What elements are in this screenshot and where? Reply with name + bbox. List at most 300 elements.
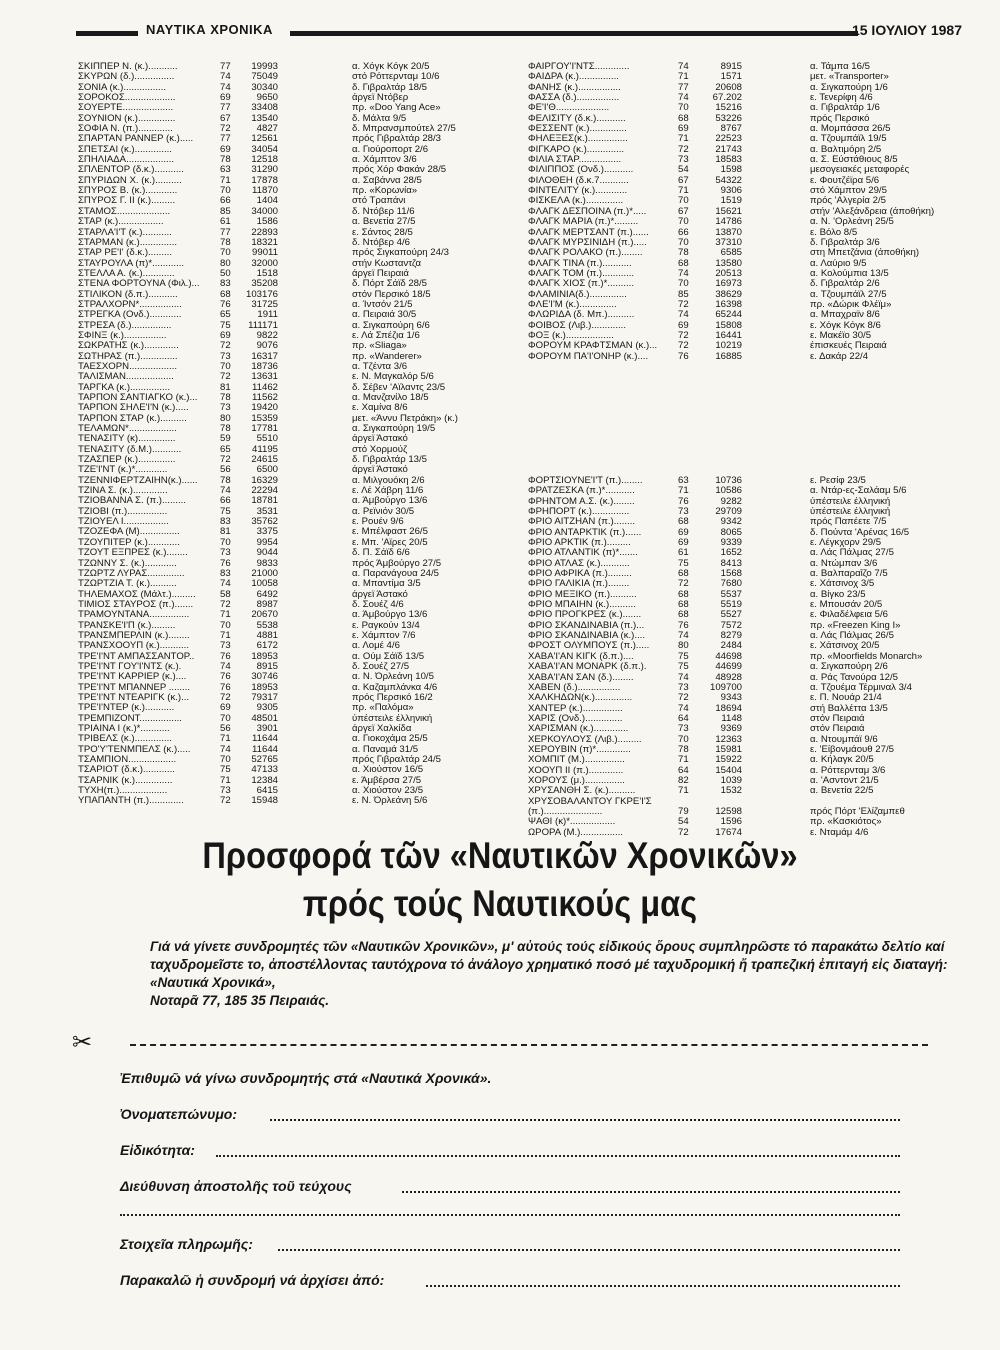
ship-dwt: 9954 [256, 537, 278, 548]
ship-year: 72 [678, 144, 689, 155]
ship-name: ΦΙΓΚΑΡΟ (κ.).............. [528, 144, 625, 155]
payment-blank[interactable] [278, 1249, 900, 1251]
ship-name: ΤΡΕ'Ι'ΝΤΕΡ (κ.)........... [78, 703, 175, 714]
ship-name: ΤΡΕ'Ι'ΝΤ ΜΠΑΝΝΕΡ ........ [78, 682, 191, 693]
ship-position: πρός Περσικό 16/2 [352, 692, 433, 703]
ship-row [78, 383, 498, 393]
ship-row [78, 631, 498, 641]
ship-name: ΤΕΝΑΣΙΤΥ (κ).............. [78, 434, 176, 445]
payment-field[interactable] [120, 1236, 900, 1252]
ship-row [528, 486, 968, 496]
ship-name: ΦΡΙΟ ΜΠΑΙΗΝ (κ.).......... [528, 600, 636, 611]
ship-dwt: 12598 [715, 806, 742, 817]
ship-year: 83 [220, 279, 231, 290]
ship-position: α. Τζέντα 3/6 [352, 361, 408, 372]
ship-year: 76 [220, 651, 231, 662]
ship-name: ΦΛΑΓΚ ΜΑΡΙΑ (π.)*......... [528, 217, 639, 228]
ship-dwt: 111171 [248, 320, 278, 331]
ship-dwt: 5538 [256, 620, 278, 631]
ship-row [528, 238, 968, 248]
specialty-field[interactable] [120, 1142, 900, 1158]
ship-position: α. Πειραιά 30/5 [352, 310, 417, 321]
ship-position: ε. Φουτζέϊρα 5/6 [810, 175, 880, 186]
ship-name: ΤΣΑΡΝΙΚ (κ.).............. [78, 775, 173, 786]
ship-dwt: 9342 [720, 517, 742, 528]
ship-position: δ. Γιβραλτάρ 18/5 [352, 82, 427, 93]
ship-position: α. Βαλπαραΐζο 7/5 [810, 569, 888, 580]
ship-year: 85 [220, 206, 231, 217]
ship-name: ΤΕΝΑΣΙΤΥ (δ.Μ.)........... [78, 444, 182, 455]
ship-year: 85 [678, 289, 689, 300]
ship-row [78, 155, 498, 165]
ship-dwt: 109700 [709, 682, 742, 693]
ship-position: ε. Ν. Όρλεάνη 5/6 [352, 796, 428, 807]
ship-row [528, 817, 968, 827]
address-field-line2[interactable] [120, 1212, 900, 1228]
ship-dwt: 15216 [715, 103, 742, 114]
ship-row [78, 734, 498, 744]
ship-row [528, 600, 968, 610]
ship-dwt: 21743 [715, 144, 742, 155]
ship-year: 73 [220, 403, 231, 414]
ship-row [78, 476, 498, 486]
ship-name: ΦΙΛΙΠΠΟΣ (Ονδ.)........... [528, 165, 634, 176]
ship-row [78, 641, 498, 651]
ship-name: ΤΡΕ'Ι'ΝΤ ΝΤΕΑΡΙΓΚ (κ.)... [78, 692, 190, 703]
ship-dwt: 19420 [251, 403, 278, 414]
ship-year: 72 [220, 796, 231, 807]
ship-name: ΤΡΕ'Ι'ΝΤ ΑΜΠΑΣΣΑΝΤΟΡ.. [78, 651, 195, 662]
ship-position: στόν Πειραιά [810, 724, 865, 735]
ship-dwt: 6172 [256, 641, 278, 652]
ship-name: ΣΤΑΡ (κ.)................. [78, 217, 164, 228]
ship-name: ΤΡΙΑΙΝΑ Ι (κ.)*........... [78, 724, 170, 734]
ship-year: 63 [678, 475, 689, 486]
ship-name: ΣΩΚΡΑΤΗΣ (κ.)............. [78, 341, 179, 352]
ship-dwt: 5537 [720, 589, 742, 600]
ship-position: α. Τζουέμα Τέρμιναλ 3/4 [810, 682, 912, 693]
ship-position: α. Χιούστον 16/5 [352, 765, 424, 776]
ship-name: ΦΡΙΟ ΣΚΑΝΔΙΝΑΒΙΑ (κ.).... [528, 631, 646, 642]
ship-dwt: 8987 [256, 599, 278, 610]
ship-name: ΦΛΩΡΙΔΑ (δ. Μπ.).......... [528, 310, 635, 321]
ship-name: ΧΑΒΕΝ (δ.)................ [528, 682, 621, 693]
ship-position: μετ. «Transporter» [810, 72, 889, 83]
ship-name: ΩΡΟΡΑ (Μ.)................ [528, 827, 623, 838]
ship-row [78, 610, 498, 620]
ship-position: έπισκευές Πειραιά [810, 341, 887, 352]
ship-year: 80 [678, 641, 689, 652]
ship-dwt: 12363 [715, 734, 742, 745]
start-date-blank[interactable] [426, 1285, 900, 1287]
ship-name: ΧΑΝΤΕΡ (κ.)............... [528, 703, 623, 714]
ship-dwt: 18583 [715, 155, 742, 166]
ship-name: ΣΚΙΠΠΕΡ Ν. (κ.)........... [78, 62, 178, 72]
ship-name: ΣΟΥΕΡΤΕ................... [78, 103, 174, 114]
ship-row [78, 672, 498, 682]
ship-row [528, 279, 968, 289]
ship-row [528, 662, 968, 672]
ship-name: ΦΟΙΒΟΣ (Λιβ.)............. [528, 320, 627, 331]
ship-row [528, 134, 968, 144]
ship-position: α. Ν. 'Ορλεάνη 25/5 [810, 217, 894, 228]
ship-position: α. Ρεϊνιόν 30/5 [352, 506, 415, 517]
ship-year: 75 [678, 651, 689, 662]
ship-year: 72 [678, 579, 689, 590]
address-blank-2[interactable] [120, 1214, 900, 1216]
ship-position: πρ. «Sliaga» [352, 341, 407, 352]
ship-row [528, 559, 968, 569]
ship-year: 71 [678, 72, 689, 83]
ship-row [78, 455, 498, 465]
ship-year: 69 [678, 538, 689, 549]
ship-position: πρ. «Doo Yang Ace» [352, 103, 441, 114]
ship-year: 68 [678, 258, 689, 269]
ship-row [528, 259, 968, 269]
ship-row [528, 610, 968, 620]
ship-dwt: 10736 [715, 475, 742, 486]
ship-name: ΦΛΑΓΚ ΜΥΡΣΙΝΙΔΗ (π.)..... [528, 237, 647, 248]
ship-name: ΨΑΘΙ (κ)*................. [528, 817, 616, 828]
ship-year: 77 [220, 103, 231, 114]
ship-position: ε. Δακάρ 22/4 [810, 351, 869, 362]
ship-name: ΦΡΗΠΟΡΤ (κ.).............. [528, 507, 630, 517]
ship-dwt: 30746 [251, 672, 278, 683]
ship-name: ΧΑΛΚΗΔΩΝ(κ.).............. [528, 693, 633, 704]
ship-position: πρός Γιβραλτάρ 24/5 [352, 755, 442, 766]
ship-name: ΧΕΡΟΥΒΙΝ (π)*............. [528, 744, 631, 755]
ship-row [78, 486, 498, 496]
ship-name: ΣΤΕΝΑ ΦΟΡΤΟΥΝΑ (Φιλ.)... [78, 279, 200, 290]
ship-position: πρός Χόρ Φακάν 28/5 [352, 165, 447, 176]
ship-row [528, 83, 968, 93]
ship-year: 74 [678, 631, 689, 642]
ship-name: ΣΠΥΡΟΣ Β. (κ.)............ [78, 186, 178, 197]
ship-name: ΤΑΡΠΟΝ ΣΑΝΤΙΑΓΚΟ (κ.)... [78, 393, 198, 403]
ship-position: μετ. «Άννυ Πετράκη» (κ.) [352, 413, 458, 424]
ship-year: 75 [220, 320, 231, 331]
ship-row [528, 310, 968, 320]
ship-row [78, 538, 498, 548]
ship-year: 69 [678, 527, 689, 538]
ship-dwt: 30340 [251, 82, 278, 93]
name-field[interactable] [120, 1106, 900, 1122]
ship-dwt: 11562 [252, 393, 278, 403]
ship-dwt: 10219 [715, 341, 742, 352]
ship-name: ΦΛΕ'Ι'Μ (κ.).............. [528, 299, 617, 310]
ship-year: 70 [220, 755, 231, 766]
ship-row [78, 352, 498, 362]
ship-position: α. Κήλαγκ 20/5 [810, 755, 874, 766]
ship-row [528, 497, 968, 507]
ship-year: 73 [678, 155, 689, 166]
ship-name: ΣΤΑΡΛΑ'Ι'Τ (κ.)........... [78, 227, 172, 238]
ship-year: 68 [678, 113, 689, 124]
specialty-blank[interactable] [216, 1155, 900, 1157]
ship-dwt: 18781 [251, 496, 278, 507]
ship-position: στη Μπετζάνια (άποθήκη) [810, 248, 920, 259]
ship-name: ΤΑΡΠΟΝ ΣΤΑΡ (κ.).......... [78, 413, 187, 424]
ship-name: ΤΡΕΜΠΙΖΟΝΤ................ [78, 713, 182, 724]
ship-year: 59 [220, 434, 231, 445]
start-date-field[interactable] [120, 1272, 900, 1288]
ship-row [78, 259, 498, 269]
ship-row [528, 165, 968, 175]
ship-name: ΦΡΙΟ ΑΤΛΑΣ (κ.)........... [528, 558, 630, 569]
ship-year: 65 [220, 310, 231, 321]
ship-row [528, 621, 968, 631]
ship-dwt: 1518 [256, 268, 278, 279]
ship-year: 78 [220, 237, 231, 248]
ship-year: 66 [220, 496, 231, 507]
ship-position: ε. Φιλαδέλφεια 5/6 [810, 610, 889, 621]
ship-name: ΣΩΤΗΡΑΣ (π.).............. [78, 351, 178, 362]
ship-name: ΤΡΕ'Ι'ΝΤ ΚΑΡΡΙΕΡ (κ.).... [78, 672, 187, 683]
ship-name: ΣΤΑΥΡΟΥΛΑ (π)*............ [78, 258, 185, 269]
ship-position: άργεϊ Άστακό [352, 434, 408, 445]
ship-dwt: 16398 [715, 299, 742, 310]
ship-position: α. Σιγκαπούρη 19/5 [352, 424, 436, 435]
ship-year: 72 [220, 599, 231, 610]
ship-year: 74 [220, 72, 231, 83]
ship-year: 69 [678, 124, 689, 135]
ship-dwt: 29709 [715, 507, 742, 517]
ship-dwt: 53226 [715, 113, 742, 124]
ship-name: ΣΟΡΟΚΟΣ................... [78, 93, 176, 104]
ship-position: α. Κολούμπια 13/5 [810, 268, 889, 279]
ship-position: δ. Σουέζ 27/5 [352, 661, 410, 672]
ship-name: ΧΑΒΑ'Ι'ΑΝ ΜΟΝΑΡΚ (δ.π.). [528, 662, 647, 673]
ship-dwt: 47133 [251, 765, 278, 776]
ship-row [528, 352, 968, 362]
ship-name: ΤΑΡΓΚΑ (κ.)............... [78, 382, 170, 393]
ship-position: ε. Σάντος 28/5 [352, 227, 413, 238]
ship-position: ε. Μπουσάν 20/5 [810, 600, 883, 611]
ship-year: 63 [220, 165, 231, 176]
ship-year: 72 [678, 827, 689, 838]
ship-dwt: 15808 [715, 320, 742, 331]
ship-dwt: 37310 [715, 237, 742, 248]
ship-year: 81 [220, 382, 231, 393]
ship-name: ΤΗΛΕΜΑΧΟΣ (Μάλτ.)......... [78, 589, 196, 600]
ship-row [78, 652, 498, 662]
ship-position: ε. Ν. Μαγκαλόρ 5/6 [352, 372, 434, 383]
ship-dwt: 32000 [251, 258, 278, 269]
ship-position: α. Τζουμπάϊλ 27/5 [810, 289, 887, 300]
ship-year: 71 [678, 786, 689, 797]
ship-name: ΦΡΙΟ ΑΦΡΙΚΑ (π.)......... [528, 569, 632, 580]
ship-row [528, 786, 968, 796]
ship-position: δ. Γιβραλτάρ 3/6 [810, 237, 880, 248]
ship-name: ΤΡΑΝΣΧΟΟΥΠ (κ.)........... [78, 641, 189, 652]
ship-dwt: 54322 [715, 175, 742, 186]
ship-row [78, 93, 498, 103]
ship-year: 78 [678, 744, 689, 755]
ship-position: α. Λαύριο 9/5 [810, 258, 867, 269]
ship-name: ΦΑΙΔΡΑ (κ.)............... [528, 72, 619, 83]
ship-year: 70 [678, 196, 689, 207]
ship-row [528, 673, 968, 683]
ship-dwt: 65244 [715, 310, 742, 321]
ship-year: 70 [678, 237, 689, 248]
ship-row [78, 765, 498, 775]
ship-position: α. Παρανάγουα 24/5 [352, 568, 439, 579]
ship-dwt: 33408 [251, 103, 278, 114]
coupon-intro [120, 1070, 491, 1086]
ship-dwt: 12561 [251, 134, 278, 145]
ship-name: ΤΖΙΝΑ Σ. (κ.)............. [78, 486, 168, 497]
ship-position: πρός Σιγκαπούρη 24/3 [352, 248, 449, 259]
ship-row [78, 124, 498, 134]
ship-dwt: 1532 [720, 786, 742, 797]
ship-position: α. Βενετία 27/5 [352, 217, 416, 228]
ship-name: ΤΣΑΜΠΙΟΝ.................. [78, 755, 177, 766]
ship-dwt: 3375 [256, 527, 278, 538]
ship-name: ΧΑΒΑ'Ι'ΑΝ ΣΑΝ (δ.)........ [528, 672, 634, 683]
ship-dwt: 34000 [251, 206, 278, 217]
ship-position: α. Μομπάσσα 26/5 [810, 124, 891, 135]
ship-name: ΥΠΑΠΑΝΤΗ (π.)............. [78, 796, 184, 807]
ship-row [78, 424, 498, 434]
ship-position: στό Ρόττερνταμ 10/6 [352, 72, 440, 83]
ship-position: στόν Πειραιά [810, 713, 865, 724]
ship-row [78, 683, 498, 693]
ship-year: 64 [678, 765, 689, 776]
address-blank[interactable] [402, 1191, 900, 1193]
ship-name: ΤΑΛΙΣΜΑΝ.................. [78, 372, 174, 383]
ship-name: ΦΕ'Ι'Θ.................... [528, 103, 610, 114]
ship-name: ΤΖΟΖΕΦΑ (Μ)............... [78, 527, 180, 538]
ship-position: ε. Μακέϊο 30/5 [810, 330, 872, 341]
ship-row [528, 538, 968, 548]
ship-dwt: 10586 [715, 486, 742, 497]
ship-row [528, 517, 968, 527]
ship-year: 76 [678, 496, 689, 507]
ship-position: α. Σ. Εύστάθιους 8/5 [810, 155, 898, 166]
ship-year: 61 [678, 548, 689, 559]
ship-row [78, 755, 498, 765]
ship-name: ΤΡΑΝΣΚΕ'Ι'Π (κ.)......... [78, 620, 176, 631]
ship-year: 70 [678, 217, 689, 228]
ship-dwt: 79317 [251, 692, 278, 703]
ship-year: 77 [220, 62, 231, 72]
ship-position: α. Μπαχραϊν 8/6 [810, 310, 880, 321]
ship-position: α. Βενετία 22/5 [810, 786, 874, 797]
ship-row [528, 755, 968, 765]
ship-year: 69 [678, 320, 689, 331]
ship-row [528, 631, 968, 641]
ship-row [78, 507, 498, 517]
scissors-icon: ✂ [72, 1029, 93, 1056]
ship-row [528, 62, 968, 72]
address-field[interactable] [120, 1178, 900, 1194]
ship-dwt: 2484 [720, 641, 742, 652]
ship-dwt: 9650 [256, 93, 278, 104]
ship-position: δ. Μπρανσμπούτελ 27/5 [352, 124, 456, 135]
ship-dwt: 3531 [256, 506, 278, 517]
subscription-offer [60, 832, 948, 1008]
ship-name: ΣΠΥΡΟΣ Γ. ΙΙ (κ.)......... [78, 196, 176, 207]
ship-name: ΦΙΛΟΘΕΗ (δ.κ.7........... [528, 175, 629, 186]
ship-dwt: 18321 [251, 237, 278, 248]
ship-name: ΤΡΕ'Ι'ΝΤ ΓΟΥ'Ι'ΝΤΣ (κ.). [78, 661, 182, 672]
ship-name: ΣΤΑΜΟΣ.................... [78, 206, 171, 217]
ship-position: ε. Π. Νουάρ 21/4 [810, 693, 882, 704]
header-rule-left [76, 31, 138, 36]
ship-year: 74 [220, 661, 231, 672]
ship-row [528, 724, 968, 734]
ship-dwt: 8065 [720, 527, 742, 538]
ship-position: ύπέστειλε έλληνική [810, 496, 891, 507]
ship-name: ΤΡΑΝΣΜΠΕΡΛΙΝ (κ.)........ [78, 630, 190, 641]
ship-name: ΦΡΙΟ ΑΝΤΑΡΚΤΙΚ (π.)...... [528, 527, 642, 538]
ship-year: 74 [678, 268, 689, 279]
ship-row [78, 403, 498, 413]
ship-position: α. Βίγκο 23/5 [810, 589, 866, 600]
ship-year: 54 [678, 817, 689, 828]
payment-label: Στοιχεῖα πληρωμῆς: [120, 1236, 253, 1252]
ship-name: ΧΡΥΣΑΝΘΗ Σ. (κ.).......... [528, 786, 636, 797]
ship-position: α. Γιοκοχάμα 25/5 [352, 734, 428, 745]
ship-dwt: 10058 [251, 579, 278, 590]
offer-address: Νοταρᾶ 77, 185 35 Πειραιάς. [150, 993, 330, 1008]
ship-dwt: 44698 [715, 651, 742, 662]
ship-dwt: 9076 [256, 341, 278, 352]
ship-year: 72 [220, 455, 231, 466]
ship-name: ΤΑΡΠΟΝ ΣΗΛΕ'Ι'Ν (κ.)..... [78, 403, 189, 414]
ship-year: 72 [220, 372, 231, 383]
ship-position: πρός Γιβραλτάρ 28/3 [352, 134, 442, 145]
ship-name: ΤΕΛΑΜΩΝ*.................. [78, 424, 177, 435]
ship-position: ε. Νταμάμ 4/6 [810, 827, 869, 838]
ship-dwt: 24615 [251, 455, 278, 466]
ship-row [78, 145, 498, 155]
ship-name: ΤΥΧΗ(π.).................. [78, 786, 168, 797]
ship-year: 75 [678, 558, 689, 569]
ship-position: α. Σιγκαπούρη 2/6 [810, 662, 888, 673]
ship-name: ΦΡΙΟ ΑΡΚΤΙΚ (π.)......... [528, 538, 631, 549]
ship-name: ΤΡΙΒΕΛΣ (κ.).............. [78, 734, 172, 745]
ship-position: ε. Χόγκ Κόγκ 8/6 [810, 320, 881, 331]
ship-row [78, 662, 498, 672]
ship-dwt: 20513 [715, 268, 742, 279]
ship-row [528, 321, 968, 331]
ship-row [78, 238, 498, 248]
ship-dwt: 11644 [252, 734, 278, 745]
ship-dwt: 1596 [720, 817, 742, 828]
ship-position: στήν 'Αλεξάνδρεια (άποθήκη) [810, 206, 935, 217]
ship-year: 70 [220, 361, 231, 372]
ship-row [78, 248, 498, 258]
name-blank[interactable] [270, 1119, 900, 1121]
ship-year: 54 [678, 165, 689, 176]
ship-year: 65 [220, 444, 231, 455]
ship-row [528, 72, 968, 82]
ship-year: 69 [220, 93, 231, 104]
ship-position: πρ. «Wanderer» [352, 351, 422, 362]
ship-dwt: 17674 [715, 827, 742, 838]
ship-row [78, 362, 498, 372]
offer-headline: Προσφορά τῶν «Ναυτικῶν Χρονικῶν» [202, 835, 798, 876]
ship-position: άργεϊ Χαλκίδα [352, 724, 412, 734]
ship-position: ε. 'Είβονμάουθ 27/5 [810, 744, 894, 755]
ship-year: 73 [220, 641, 231, 652]
ship-position: α. 'Ασντοντ 21/5 [810, 775, 879, 786]
ship-dwt: 22294 [251, 486, 278, 497]
ship-dwt: 9305 [256, 703, 278, 714]
ship-year: 76 [220, 682, 231, 693]
ship-year: 70 [220, 248, 231, 259]
